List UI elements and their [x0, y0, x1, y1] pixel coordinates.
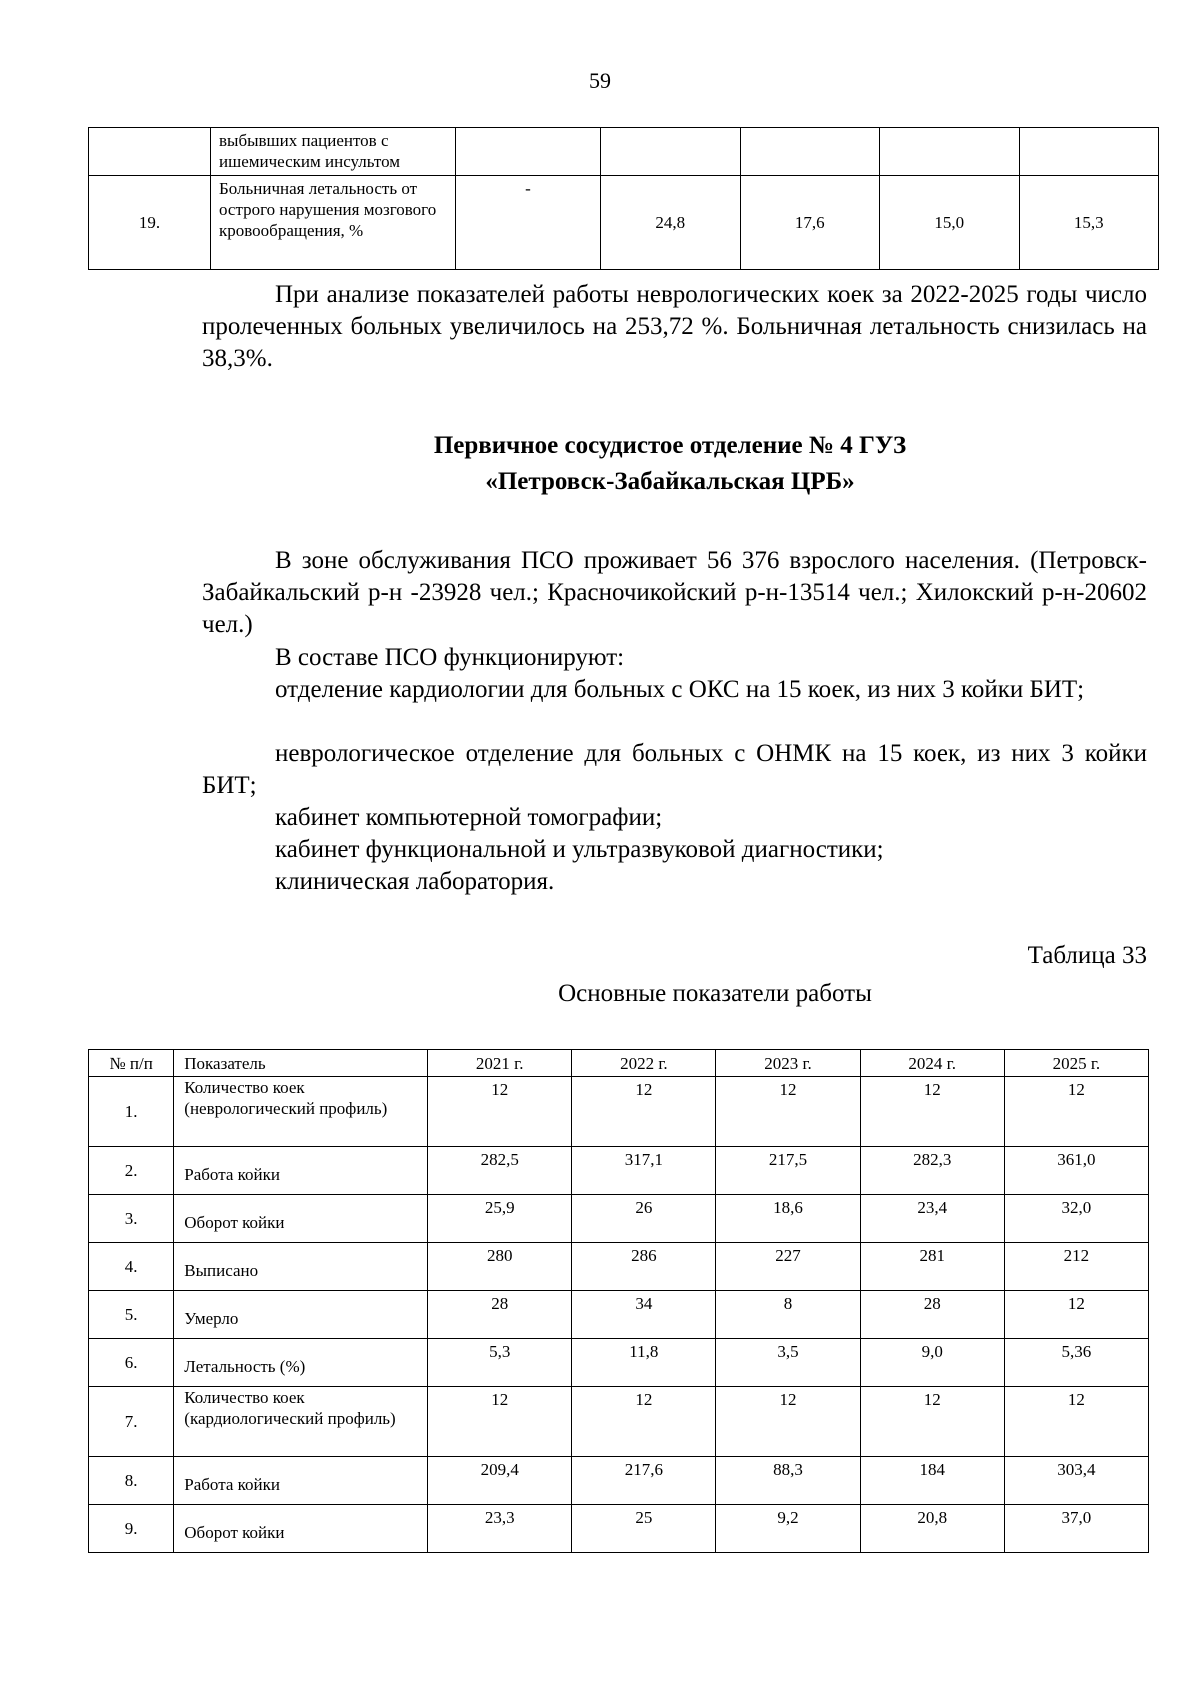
row-value: 23,4 — [860, 1195, 1004, 1243]
column-header: 2024 г. — [860, 1050, 1004, 1077]
row-value — [880, 128, 1020, 176]
row-indicator: Умерло — [174, 1291, 428, 1339]
table-row — [89, 1457, 1149, 1505]
row-value — [1019, 128, 1159, 176]
population-paragraph: В зоне обслуживания ПСО проживает 56 376 взрослого населения. (Петровск-Забайкальский р-н -23928 чел.; Красночикойский р-н-13514 чел.; Хилокский р-н-20602 чел.) — [202, 547, 1147, 638]
row-number: 2. — [89, 1147, 174, 1195]
row-value: 28 — [428, 1291, 572, 1339]
row-value: 12 — [428, 1077, 572, 1147]
row-value: 25 — [572, 1505, 716, 1553]
table-header-row — [89, 1050, 1149, 1077]
row-value: 11,8 — [572, 1339, 716, 1387]
row-value: 303,4 — [1004, 1457, 1148, 1505]
row-indicator: Летальность (%) — [174, 1339, 428, 1387]
column-header: № п/п — [89, 1050, 174, 1077]
table-row — [89, 1291, 1149, 1339]
row-number: 5. — [89, 1291, 174, 1339]
column-header: 2022 г. — [572, 1050, 716, 1077]
table-row — [89, 1147, 1149, 1195]
table-row — [89, 1387, 1149, 1457]
row-value: 282,5 — [428, 1147, 572, 1195]
row-indicator: выбывших пациентов с ишемическим инсультом — [211, 128, 456, 176]
composition-item: клиническая лаборатория. — [275, 868, 555, 895]
row-value: 18,6 — [716, 1195, 860, 1243]
row-value — [740, 128, 880, 176]
row-value: 88,3 — [716, 1457, 860, 1505]
row-value: 9,0 — [860, 1339, 1004, 1387]
continued-table — [88, 127, 1159, 270]
row-indicator: Количество коек (неврологический профиль) — [174, 1077, 428, 1147]
row-value: 5,36 — [1004, 1339, 1148, 1387]
section-title-line2: «Петровск-Забайкальская ЦРБ» — [485, 468, 855, 495]
row-value: 286 — [572, 1243, 716, 1291]
composition-item: отделение кардиологии для больных с ОКС на 15 коек, из них 3 койки БИТ; — [275, 676, 1085, 703]
column-header: 2023 г. — [716, 1050, 860, 1077]
row-number: 7. — [89, 1387, 174, 1457]
row-value: 32,0 — [1004, 1195, 1148, 1243]
row-value: 17,6 — [740, 176, 880, 270]
row-value: 15,0 — [880, 176, 1020, 270]
row-value: 23,3 — [428, 1505, 572, 1553]
row-value: 12 — [572, 1077, 716, 1147]
row-value: 12 — [428, 1387, 572, 1457]
row-value: 5,3 — [428, 1339, 572, 1387]
page-number: 59 — [589, 68, 611, 93]
row-value: 12 — [572, 1387, 716, 1457]
composition-item: кабинет функциональной и ультразвуковой диагностики; — [275, 836, 884, 863]
row-number: 9. — [89, 1505, 174, 1553]
table-row — [89, 1339, 1149, 1387]
row-value: 20,8 — [860, 1505, 1004, 1553]
row-value: 227 — [716, 1243, 860, 1291]
column-header: Показатель — [174, 1050, 428, 1077]
row-value: 281 — [860, 1243, 1004, 1291]
row-value: 3,5 — [716, 1339, 860, 1387]
row-value: 12 — [1004, 1077, 1148, 1147]
row-indicator: Работа койки — [174, 1147, 428, 1195]
row-number: 1. — [89, 1077, 174, 1147]
row-value: 12 — [1004, 1291, 1148, 1339]
row-value: 217,5 — [716, 1147, 860, 1195]
row-indicator: Выписано — [174, 1243, 428, 1291]
table-label: Таблица 33 — [1027, 942, 1147, 969]
row-value: 280 — [428, 1243, 572, 1291]
table-row — [89, 128, 1159, 176]
row-value: 317,1 — [572, 1147, 716, 1195]
row-value: 34 — [572, 1291, 716, 1339]
row-number: 6. — [89, 1339, 174, 1387]
row-value: 282,3 — [860, 1147, 1004, 1195]
row-value: 9,2 — [716, 1505, 860, 1553]
column-header: 2021 г. — [428, 1050, 572, 1077]
composition-item: кабинет компьютерной томографии; — [275, 804, 663, 831]
row-base: - — [456, 176, 601, 270]
row-number: 3. — [89, 1195, 174, 1243]
table-row — [89, 176, 1159, 270]
row-value: 361,0 — [1004, 1147, 1148, 1195]
row-value: 37,0 — [1004, 1505, 1148, 1553]
row-value: 28 — [860, 1291, 1004, 1339]
row-value: 24,8 — [601, 176, 741, 270]
row-value — [601, 128, 741, 176]
table-title: Основные показатели работы — [558, 980, 872, 1007]
row-value: 212 — [1004, 1243, 1148, 1291]
row-indicator: Работа койки — [174, 1457, 428, 1505]
row-number — [89, 128, 211, 176]
row-indicator: Оборот койки — [174, 1505, 428, 1553]
row-value: 184 — [860, 1457, 1004, 1505]
row-value: 209,4 — [428, 1457, 572, 1505]
row-value: 8 — [716, 1291, 860, 1339]
row-value: 12 — [716, 1387, 860, 1457]
row-value: 12 — [860, 1077, 1004, 1147]
row-number: 4. — [89, 1243, 174, 1291]
table-33 — [88, 1049, 1149, 1553]
row-indicator: Больничная летальность от острого нарушения мозгового кровообращения, % — [211, 176, 456, 270]
table-row — [89, 1195, 1149, 1243]
section-title-line1: Первичное сосудистое отделение № 4 ГУЗ — [433, 432, 907, 459]
row-value: 217,6 — [572, 1457, 716, 1505]
row-number: 8. — [89, 1457, 174, 1505]
composition-intro: В составе ПСО функционируют: — [275, 644, 625, 671]
row-value: 12 — [716, 1077, 860, 1147]
row-value: 25,9 — [428, 1195, 572, 1243]
row-indicator: Оборот койки — [174, 1195, 428, 1243]
composition-item: неврологическое отделение для больных с ОНМК на 15 коек, из них 3 койки БИТ; — [202, 740, 1147, 799]
row-number: 19. — [89, 176, 211, 270]
table-row — [89, 1243, 1149, 1291]
row-value: 26 — [572, 1195, 716, 1243]
column-header: 2025 г. — [1004, 1050, 1148, 1077]
table-row — [89, 1077, 1149, 1147]
row-value: 12 — [860, 1387, 1004, 1457]
row-indicator: Количество коек (кардиологический профиль) — [174, 1387, 428, 1457]
analysis-paragraph: При анализе показателей работы неврологических коек за 2022-2025 годы число пролеченных больных увеличилось на 253,72 %. Больничная летальность снизилась на 38,3%. — [202, 281, 1147, 372]
row-value: 12 — [1004, 1387, 1148, 1457]
row-value: 15,3 — [1019, 176, 1159, 270]
table-row — [89, 1505, 1149, 1553]
row-base — [456, 128, 601, 176]
